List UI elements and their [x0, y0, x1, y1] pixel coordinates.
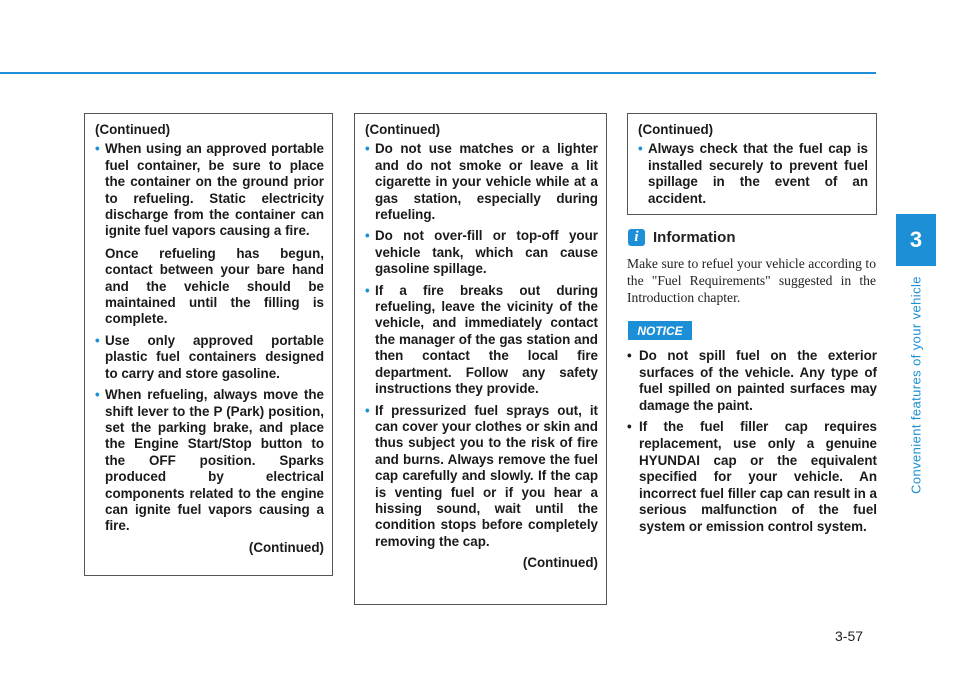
warning-box-3: [627, 113, 877, 215]
information-heading: [628, 229, 736, 246]
warning-box-1: [84, 113, 333, 576]
continued-label: (Continued): [522, 555, 598, 571]
bullet-icon: •: [365, 402, 370, 418]
notice-badge: NOTICE: [628, 321, 692, 340]
bullet-icon: •: [365, 228, 370, 244]
warning-list: [95, 141, 324, 534]
chapter-tab: 3: [896, 214, 936, 266]
continued-label: (Continued): [248, 539, 324, 555]
information-title: Information: [653, 229, 736, 246]
list-item: • When using an approved portable fuel container, be sure to place the container on the ground prior to refueling. Static electricity discharge from the container can ignite fuel vapors causing a fire. Once refueling has begun, contact between your bare hand and the vehicle should be maintained until the filling is complete.: [95, 141, 324, 327]
section-title: Convenient features of your vehicle: [908, 276, 924, 494]
information-text: Make sure to refuel your vehicle according to the "Fuel Requirements" suggested in the Introduction chapter.: [627, 256, 876, 305]
warning-box-2: [354, 113, 607, 605]
bullet-icon: •: [365, 141, 370, 157]
list-item: • If pressurized fuel sprays out, it can cover your clothes or skin and thus subject you to the risk of fire and burns. Always remove the fuel cap carefully and slowly. If the cap is venting fuel or if you hear a hissing sound, wait until the condition stops before completely removing the cap.: [365, 402, 598, 549]
bullet-icon: •: [627, 419, 632, 435]
list-item: • Do not spill fuel on the exterior surfaces of the vehicle. Any type of fuel spilled on painted surfaces may damage the paint.: [627, 348, 877, 413]
list-item: • Always check that the fuel cap is installed securely to prevent fuel spillage in the event of an accident.: [638, 141, 868, 206]
continued-label: (Continued): [95, 122, 171, 137]
bullet-icon: •: [638, 141, 643, 157]
bullet-icon: •: [365, 282, 370, 298]
bullet-icon: •: [95, 332, 100, 348]
page-number: 3-57: [835, 628, 864, 644]
list-item: • Use only approved portable plastic fuel containers designed to carry and store gasoline.: [95, 332, 324, 381]
list-item: • If a fire breaks out during refueling, leave the vicinity of the vehicle, and immediately contact the manager of the gas station and then contact the local fire department. Follow any safety instructions they provide.: [365, 282, 598, 397]
list-item: • Do not over-fill or top-off your vehicle tank, which can cause gasoline spillage.: [365, 228, 598, 277]
notice-list: [627, 348, 877, 541]
continued-label: (Continued): [365, 122, 441, 137]
bullet-icon: •: [95, 141, 100, 157]
bullet-icon: •: [95, 387, 100, 403]
continued-label: (Continued): [638, 122, 714, 137]
bullet-icon: •: [627, 348, 632, 363]
warning-list: [638, 141, 868, 207]
list-item: • Do not use matches or a lighter and do not smoke or leave a lit cigarette in your vehicle while at a gas station, especially during refueling.: [365, 141, 598, 223]
top-rule: [0, 72, 876, 74]
list-item: • When refueling, always move the shift lever to the P (Park) position, set the parking brake, and place the Engine Start/Stop button to the OFF position. Sparks produced by electrical components related to the engine can ignite fuel vapors causing a fire.: [95, 387, 324, 534]
warning-list: [365, 141, 598, 550]
list-subtext: Once refueling has begun, contact between your bare hand and the vehicle should be maintained until the filling is complete.: [105, 245, 324, 327]
list-item: • If the fuel filler cap requires replacement, use only a genuine HYUNDAI cap or the equivalent specified for your vehicle. An incorrect fuel filler cap can result in a serious malfunction of the fuel system or emission control system.: [627, 419, 877, 534]
info-icon: i: [628, 229, 645, 246]
